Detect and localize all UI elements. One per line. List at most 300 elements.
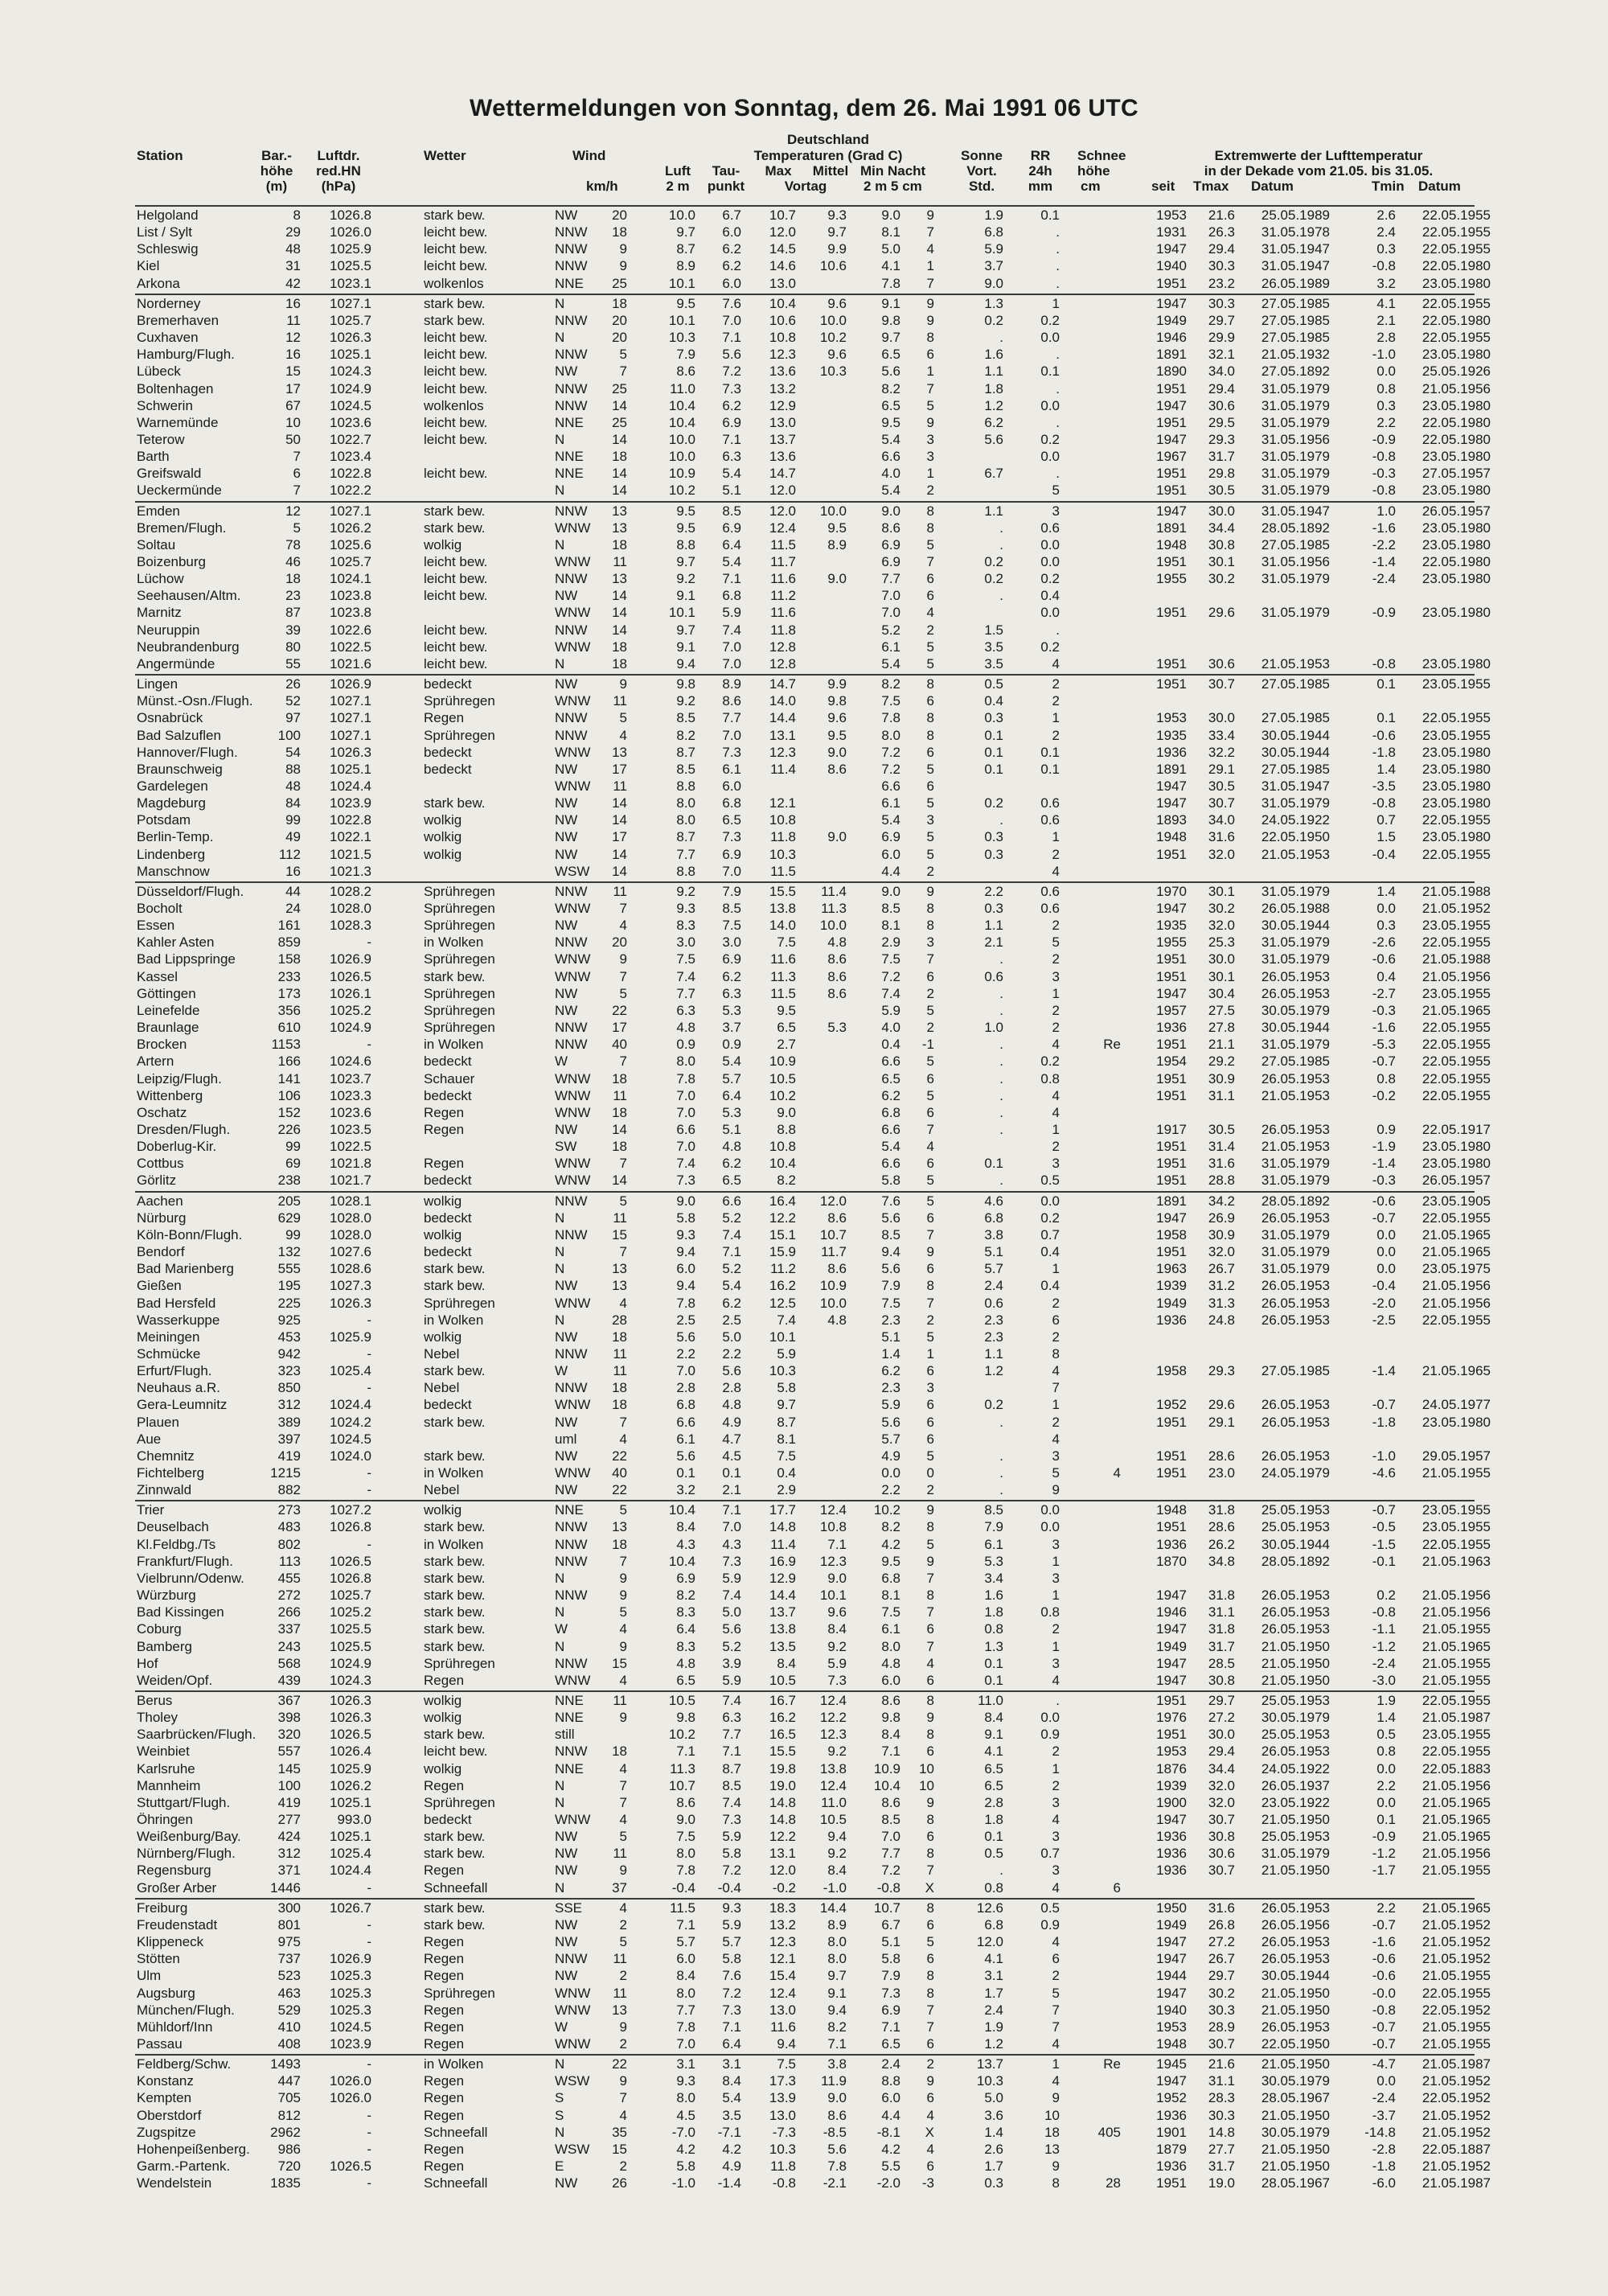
cell-baro-height: 31	[285, 258, 301, 274]
cell-tmin-date: 21.05.1965	[1421, 1638, 1491, 1654]
group-divider	[135, 1898, 1475, 1900]
cell-station: Neubrandenburg	[137, 639, 240, 655]
cell-wind-speed: 13	[612, 571, 627, 587]
cell-wind-dir: NNW	[555, 1226, 588, 1242]
cell-tmin: 0.0	[1376, 901, 1396, 916]
cell-max-temp: 13.9	[769, 2090, 796, 2106]
cell-wind-speed: 11	[613, 1985, 627, 2001]
cell-baro-height: 463	[277, 1985, 301, 2001]
cell-tmax-date: 26.05.1953	[1261, 1122, 1330, 1137]
cell-air-temp: 7.3	[676, 1173, 695, 1189]
cell-mean-temp: 14.4	[819, 1900, 847, 1916]
cell-sunshine: 4.1	[984, 1951, 1003, 1967]
cell-wind-speed: 14	[612, 863, 627, 879]
cell-pressure: 1026.2	[330, 520, 371, 536]
cell-wind-dir: WNW	[555, 1087, 591, 1103]
cell-rain: 2	[1052, 676, 1060, 692]
cell-sunshine: .	[999, 812, 1003, 828]
cell-wind-speed: 5	[619, 710, 627, 726]
cell-weather: stark bew.	[424, 1587, 486, 1603]
cell-tmax-date: 31.05.1979	[1261, 483, 1330, 499]
cell-weather: stark bew.	[424, 1916, 486, 1933]
cell-min-2m: 6.5	[881, 347, 900, 363]
cell-tmax-date: 27.05.1985	[1261, 536, 1330, 552]
table-row	[0, 1227, 1608, 1243]
cell-dew-point: 7.3	[722, 1812, 741, 1827]
cell-pressure: 1027.6	[330, 1244, 371, 1259]
cell-wind-speed: 11	[613, 1363, 627, 1379]
cell-weather: Regen	[424, 2035, 465, 2052]
cell-sunshine: 1.3	[984, 295, 1003, 311]
cell-tmax-date: 21.05.1950	[1261, 2141, 1330, 2157]
cell-tmin-date: 22.05.1955	[1421, 207, 1491, 223]
cell-air-temp: 10.1	[668, 605, 695, 621]
cell-tmax-date: 26.05.1953	[1261, 1414, 1330, 1430]
header-vortag: Vortag	[784, 179, 827, 194]
cell-tmin: -1.2	[1372, 1846, 1396, 1862]
cell-station: Görlitz	[137, 1173, 177, 1189]
header-tau-b: punkt	[707, 179, 745, 194]
cell-tmax-date: 31.05.1947	[1261, 778, 1330, 794]
cell-pressure: 1025.7	[330, 554, 371, 569]
cell-max-temp: 14.0	[769, 918, 796, 934]
cell-wind-dir: WNW	[555, 520, 591, 536]
cell-tmin-date: 22.05.1955	[1421, 1087, 1491, 1103]
cell-weather: Schneefall	[424, 1879, 488, 1896]
cell-air-temp: 5.8	[676, 2158, 695, 2174]
table-row	[0, 1244, 1608, 1260]
cell-mean-temp: 8.6	[827, 1210, 847, 1226]
table-row	[0, 1380, 1608, 1396]
cell-mean-temp: 5.9	[827, 1655, 847, 1671]
cell-wind-dir: still	[555, 1727, 575, 1743]
cell-tmin: -0.2	[1372, 1087, 1396, 1103]
cell-tmax: 28.3	[1208, 2090, 1235, 2106]
cell-air-temp: 8.9	[676, 258, 695, 274]
cell-tmax: 30.3	[1208, 295, 1235, 311]
cell-tmin-date: 27.05.1957	[1421, 466, 1491, 482]
cell-weather: stark bew.	[424, 1900, 486, 1916]
cell-pressure: 1026.3	[330, 330, 371, 345]
cell-wind-speed: 2	[619, 2158, 627, 2174]
cell-baro-height: 24	[285, 901, 301, 916]
cell-min-2m: 5.4	[881, 812, 900, 828]
cell-baro-height: 44	[285, 883, 301, 899]
cell-weather: wolkig	[424, 1692, 462, 1708]
cell-pressure: 1023.6	[330, 1104, 371, 1120]
header-tmax: Tmax	[1193, 179, 1229, 194]
cell-dew-point: 6.9	[722, 951, 741, 967]
cell-wind-speed: 20	[612, 934, 627, 951]
cell-min-2m: 5.4	[881, 431, 900, 447]
cell-pressure: 1026.3	[330, 1692, 371, 1708]
cell-tmin: -0.7	[1372, 2019, 1396, 2035]
cell-tmin-date: 22.05.1980	[1421, 554, 1491, 569]
cell-tmin: 1.9	[1376, 1692, 1396, 1708]
cell-dew-point: 8.7	[722, 1760, 741, 1776]
cell-min-2m: 5.8	[881, 1173, 900, 1189]
cell-rain: 0.0	[1040, 1519, 1060, 1535]
cell-air-temp: 6.6	[676, 1122, 695, 1137]
cell-tmin: -1.8	[1372, 744, 1396, 760]
cell-wind-speed: 4	[619, 1812, 627, 1827]
cell-dew-point: 7.4	[722, 1226, 741, 1242]
cell-air-temp: 10.0	[668, 449, 695, 465]
cell-station: Trier	[137, 1502, 165, 1518]
cell-wind-speed: 9	[619, 241, 627, 257]
cell-tmin: 0.3	[1376, 918, 1396, 934]
cell-station: Konstanz	[137, 2073, 194, 2089]
cell-tmin: 0.1	[1376, 676, 1396, 692]
cell-weather: Sprühregen	[424, 1002, 495, 1018]
cell-sunshine: 0.4	[984, 693, 1003, 709]
table-row	[0, 571, 1608, 587]
cell-tmax-date: 21.05.1953	[1261, 846, 1330, 862]
cell-since: 1967	[1156, 449, 1187, 465]
cell-weather: stark bew.	[424, 1604, 486, 1620]
cell-min-2m: 7.8	[881, 710, 900, 726]
cell-dew-point: 7.2	[722, 1863, 741, 1879]
cell-baro-height: 737	[277, 1951, 301, 1967]
cell-since: 1951	[1156, 1173, 1187, 1189]
cell-min-5cm: 4	[926, 1139, 934, 1155]
cell-wind-dir: WNW	[555, 554, 591, 569]
cell-tmax: 30.0	[1208, 1727, 1235, 1743]
cell-wind-speed: 13	[612, 2002, 627, 2018]
cell-weather: stark bew.	[424, 503, 486, 519]
cell-since: 1951	[1156, 466, 1187, 482]
cell-tmin: 0.2	[1376, 1587, 1396, 1603]
cell-air-temp: 8.5	[676, 710, 695, 726]
cell-min-2m: 8.1	[881, 1587, 900, 1603]
cell-wind-dir: WNW	[555, 778, 591, 794]
cell-tmax-date: 26.05.1953	[1261, 1934, 1330, 1949]
cell-station: Garm.-Partenk.	[137, 2158, 231, 2174]
cell-weather: leicht bew.	[424, 414, 488, 430]
cell-baro-height: 161	[277, 918, 301, 934]
cell-max-temp: 12.2	[769, 1829, 796, 1845]
cell-min-2m: 4.2	[881, 2141, 900, 2157]
cell-max-temp: 12.9	[769, 1570, 796, 1586]
cell-baro-height: 356	[277, 1002, 301, 1018]
cell-tmax-date: 31.05.1947	[1261, 258, 1330, 274]
cell-min-5cm: 3	[926, 449, 934, 465]
cell-tmin-date: 21.05.1956	[1421, 1777, 1491, 1793]
cell-min-2m: 7.0	[881, 605, 900, 621]
cell-min-2m: 7.7	[881, 571, 900, 587]
cell-station: Gardelegen	[137, 778, 208, 794]
cell-tmin-date: 21.05.1955	[1421, 2035, 1491, 2052]
cell-tmin-date: 21.05.1956	[1421, 1604, 1491, 1620]
cell-air-temp: 0.1	[676, 1465, 695, 1481]
cell-sunshine: .	[999, 1482, 1003, 1498]
cell-tmax: 30.7	[1208, 1812, 1235, 1827]
cell-air-temp: 9.0	[676, 1812, 695, 1827]
cell-station: Helgoland	[137, 207, 199, 223]
cell-tmin-date: 21.05.1965	[1421, 1812, 1491, 1827]
cell-dew-point: 7.1	[722, 431, 741, 447]
cell-mean-temp: 9.6	[827, 710, 847, 726]
cell-tmin: -0.3	[1372, 1002, 1396, 1018]
group-divider	[135, 501, 1475, 503]
cell-min-5cm: 9	[926, 2073, 934, 2089]
cell-dew-point: 8.9	[722, 676, 741, 692]
cell-min-5cm: 9	[926, 1553, 934, 1569]
cell-baro-height: 16	[285, 863, 301, 879]
cell-pressure: 1025.5	[330, 1638, 371, 1654]
cell-sunshine: 1.7	[984, 1985, 1003, 2001]
cell-station: Bad Kissingen	[137, 1604, 224, 1620]
cell-mean-temp: 12.2	[819, 1710, 847, 1726]
cell-tmin-date: 21.05.1965	[1421, 1900, 1491, 1916]
cell-wind-speed: 7	[619, 1244, 627, 1259]
cell-baro-height: 49	[285, 829, 301, 845]
cell-sunshine: 9.0	[984, 275, 1003, 291]
cell-tmin: 1.5	[1376, 829, 1396, 845]
cell-tmin: -0.9	[1372, 431, 1396, 447]
cell-since: 1952	[1156, 2090, 1187, 2106]
cell-tmin-date: 21.05.1956	[1421, 1846, 1491, 1862]
cell-pressure: 1026.0	[330, 224, 371, 240]
cell-tmin-date: 23.05.1980	[1421, 744, 1491, 760]
cell-pressure: 1028.2	[330, 883, 371, 899]
cell-pressure: 1025.1	[330, 1829, 371, 1845]
cell-tmax-date: 26.05.1953	[1261, 1900, 1330, 1916]
cell-sunshine: 12.6	[976, 1900, 1003, 1916]
cell-air-temp: 7.7	[676, 846, 695, 862]
cell-since: 1936	[1156, 2158, 1187, 2174]
header-schnee-a: Schnee	[1077, 148, 1126, 163]
cell-weather: bedeckt	[424, 1173, 472, 1189]
cell-station: Weißenburg/Bay.	[137, 1829, 241, 1845]
cell-tmin: -0.8	[1372, 655, 1396, 672]
cell-weather: Sprühregen	[424, 918, 495, 934]
cell-tmin-date: 21.05.1952	[1421, 2124, 1491, 2140]
cell-min-5cm: 7	[926, 1226, 934, 1242]
cell-since: 1939	[1156, 1777, 1187, 1793]
cell-baro-height: 705	[277, 2090, 301, 2106]
cell-air-temp: 7.4	[676, 1156, 695, 1172]
cell-wind-dir: W	[555, 1621, 568, 1637]
cell-station: Weiden/Opf.	[137, 1672, 213, 1688]
cell-min-2m: 8.2	[881, 676, 900, 692]
cell-air-temp: 8.0	[676, 1054, 695, 1070]
table-row	[0, 2158, 1608, 2175]
table-row	[0, 276, 1608, 292]
cell-min-2m: 5.2	[881, 622, 900, 638]
cell-rain: 2	[1052, 1002, 1060, 1018]
cell-min-2m: 2.9	[881, 934, 900, 951]
cell-tmin-date: 23.05.1955	[1421, 985, 1491, 1001]
cell-mean-temp: 9.0	[827, 829, 847, 845]
cell-air-temp: 9.3	[676, 1226, 695, 1242]
cell-air-temp: 10.1	[668, 275, 695, 291]
cell-tmax-date: 27.05.1985	[1261, 295, 1330, 311]
cell-since: 1940	[1156, 258, 1187, 274]
cell-rain: 0.5	[1040, 1900, 1060, 1916]
table-row	[0, 1122, 1608, 1138]
cell-pressure: 1026.9	[330, 1951, 371, 1967]
header-schnee-c: cm	[1081, 179, 1101, 194]
cell-sunshine: 0.3	[984, 901, 1003, 916]
cell-max-temp: 13.5	[769, 1638, 796, 1654]
cell-min-2m: 6.6	[881, 1156, 900, 1172]
cell-dew-point: 7.2	[722, 1985, 741, 2001]
cell-min-5cm: 5	[926, 1193, 934, 1209]
cell-weather: leicht bew.	[424, 1744, 488, 1760]
cell-tmin: -0.3	[1372, 466, 1396, 482]
cell-tmin-date: 22.05.1955	[1421, 1020, 1491, 1036]
cell-tmin: -1.9	[1372, 1139, 1396, 1155]
cell-wind-dir: NW	[555, 1934, 578, 1949]
cell-weather: bedeckt	[424, 1812, 472, 1827]
cell-sunshine: 2.2	[984, 883, 1003, 899]
cell-tmin: 2.2	[1376, 414, 1396, 430]
cell-station: Weinbiet	[137, 1744, 190, 1760]
cell-pressure: 1026.9	[330, 676, 371, 692]
table-row	[0, 2056, 1608, 2072]
cell-min-2m: 5.9	[881, 1002, 900, 1018]
cell-max-temp: 18.3	[769, 1900, 796, 1916]
cell-tmin-date: 21.05.1955	[1421, 1621, 1491, 1637]
cell-tmax-date: 21.05.1953	[1261, 655, 1330, 672]
cell-max-temp: 10.9	[769, 1054, 796, 1070]
cell-rain: 2	[1052, 1968, 1060, 1984]
cell-tmin: 0.8	[1376, 1744, 1396, 1760]
cell-sunshine: .	[999, 951, 1003, 967]
cell-pressure: 1025.3	[330, 1985, 371, 2001]
cell-rain: 0.4	[1040, 1278, 1060, 1294]
cell-station: Oschatz	[137, 1104, 187, 1120]
cell-air-temp: 8.6	[676, 363, 695, 380]
cell-wind-dir: NW	[555, 1448, 578, 1464]
cell-mean-temp: 9.0	[827, 1570, 847, 1586]
cell-tmin: -0.0	[1372, 1985, 1396, 2001]
cell-dew-point: 5.4	[722, 1278, 741, 1294]
cell-tmin: 2.1	[1376, 312, 1396, 328]
cell-weather: Sprühregen	[424, 1655, 495, 1671]
cell-tmin: -0.4	[1372, 846, 1396, 862]
table-row	[0, 1210, 1608, 1226]
cell-tmin-date: 21.05.1952	[1421, 2073, 1491, 2089]
cell-wind-speed: 9	[619, 1570, 627, 1586]
cell-wind-speed: 40	[612, 1465, 627, 1481]
cell-dew-point: 6.2	[722, 1156, 741, 1172]
cell-max-temp: 12.3	[769, 347, 796, 363]
cell-min-5cm: 7	[926, 380, 934, 396]
cell-max-temp: 12.2	[769, 1210, 796, 1226]
cell-baro-height: 277	[277, 1812, 301, 1827]
cell-min-5cm: 8	[926, 1519, 934, 1535]
cell-min-5cm: 5	[926, 829, 934, 845]
cell-dew-point: 4.9	[722, 1414, 741, 1430]
cell-tmin-date: 23.05.1955	[1421, 1519, 1491, 1535]
cell-max-temp: 12.4	[769, 1985, 796, 2001]
cell-since: 1945	[1156, 2056, 1187, 2072]
cell-max-temp: 12.8	[769, 639, 796, 655]
cell-wind-dir: WNW	[555, 1173, 591, 1189]
cell-sunshine: 0.2	[984, 571, 1003, 587]
cell-rain: 4	[1052, 1812, 1060, 1827]
cell-min-2m: 6.1	[881, 795, 900, 811]
cell-min-5cm: 4	[926, 605, 934, 621]
cell-tmin-date: 21.05.1955	[1421, 1672, 1491, 1688]
cell-rain: 2	[1052, 1777, 1060, 1793]
cell-mean-temp: 4.8	[827, 934, 847, 951]
cell-rain: 0.2	[1040, 431, 1060, 447]
table-row	[0, 363, 1608, 380]
cell-air-temp: 7.7	[676, 985, 695, 1001]
table-row	[0, 1139, 1608, 1155]
cell-weather: Regen	[424, 1777, 465, 1793]
cell-tmin: 0.0	[1376, 363, 1396, 380]
cell-tmin-date: 21.05.1952	[1421, 2158, 1491, 2174]
cell-wind-dir: NW	[555, 1968, 578, 1984]
cell-min-5cm: 3	[926, 812, 934, 828]
cell-mean-temp: 10.0	[819, 1295, 847, 1311]
cell-max-temp: 14.6	[769, 258, 796, 274]
cell-baro-height: 106	[277, 1087, 301, 1103]
table-row	[0, 1986, 1608, 2002]
table-row	[0, 1693, 1608, 1709]
cell-tmax-date: 31.05.1979	[1261, 380, 1330, 396]
cell-min-2m: 9.0	[881, 883, 900, 899]
cell-tmin: 0.0	[1376, 1226, 1396, 1242]
cell-min-5cm: 3	[926, 1380, 934, 1396]
cell-since: 1951	[1156, 1465, 1187, 1481]
cell-wind-speed: 25	[612, 414, 627, 430]
cell-tmax-date: 31.05.1979	[1261, 1261, 1330, 1277]
cell-max-temp: 13.7	[769, 431, 796, 447]
cell-tmin-date: 23.05.1955	[1421, 918, 1491, 934]
cell-weather: Schneefall	[424, 2175, 488, 2191]
cell-dew-point: 6.3	[722, 1710, 741, 1726]
header-wind: Wind	[572, 148, 606, 163]
table-row	[0, 1296, 1608, 1312]
table-row	[0, 934, 1608, 951]
cell-sunshine: 1.2	[984, 397, 1003, 413]
cell-tmax: 34.2	[1208, 1193, 1235, 1209]
cell-baro-height: 52	[285, 693, 301, 709]
cell-baro-height: 389	[277, 1414, 301, 1430]
cell-air-temp: 2.2	[676, 1345, 695, 1362]
cell-max-temp: 5.9	[777, 1345, 796, 1362]
cell-max-temp: 7.5	[777, 934, 796, 951]
cell-wind-speed: 14	[612, 846, 627, 862]
cell-max-temp: 10.2	[769, 1087, 796, 1103]
cell-weather: stark bew.	[424, 1414, 486, 1430]
table-row	[0, 2125, 1608, 2141]
cell-tmin-date: 22.05.1955	[1421, 1692, 1491, 1708]
cell-weather: Sprühregen	[424, 1794, 495, 1810]
cell-pressure: 1027.3	[330, 1278, 371, 1294]
cell-dew-point: 2.8	[722, 1380, 741, 1396]
cell-min-2m: 7.5	[881, 1604, 900, 1620]
cell-min-5cm: 8	[926, 918, 934, 934]
cell-wind-speed: 13	[612, 1519, 627, 1535]
cell-dew-point: 7.1	[722, 571, 741, 587]
cell-wind-dir: WNW	[555, 605, 591, 621]
cell-since: 1947	[1156, 778, 1187, 794]
cell-tmax: 30.2	[1208, 1985, 1235, 2001]
cell-rain: 0.1	[1040, 744, 1060, 760]
cell-tmin-date: 22.05.1887	[1421, 2141, 1491, 2157]
cell-since: 1936	[1156, 1863, 1187, 1879]
cell-rain: 3	[1052, 968, 1060, 984]
cell-baro-height: 312	[277, 1397, 301, 1413]
cell-tmin: -3.7	[1372, 2107, 1396, 2123]
cell-wind-dir: NNW	[555, 347, 588, 363]
